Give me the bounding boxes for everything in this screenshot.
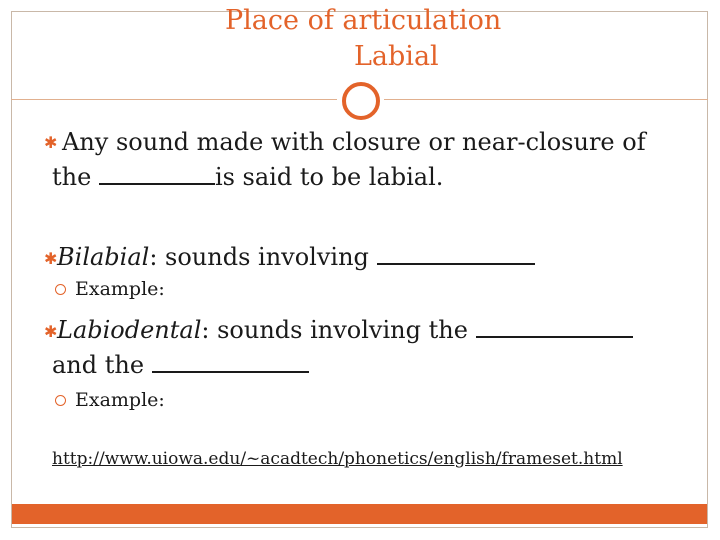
sub-bullet-icon bbox=[55, 395, 66, 406]
sub-bullet-icon bbox=[55, 284, 66, 295]
title-divider-right bbox=[384, 99, 708, 100]
bullet-1-line-1: Any sound made with closure or near-closure of bbox=[62, 128, 646, 156]
divider-circle-ornament bbox=[342, 82, 380, 120]
bullet-icon: ✱ bbox=[44, 249, 58, 268]
title-line-1: Place of articulation bbox=[225, 5, 502, 36]
term-labiodental: Labiodental bbox=[57, 316, 202, 344]
bullet-3-line-1 bbox=[57, 313, 633, 347]
bullet-2-text: : sounds involving bbox=[149, 243, 377, 271]
phonetics-link[interactable]: http://www.uiowa.edu/~acadtech/phonetics/english/frameset.html bbox=[52, 449, 623, 469]
term-bilabial: Bilabial bbox=[57, 243, 150, 271]
title-divider-left bbox=[11, 99, 337, 100]
bullet-1-text-pre: the bbox=[52, 163, 99, 191]
bullet-icon: ✱ bbox=[44, 322, 58, 341]
fill-in-blank bbox=[99, 161, 215, 185]
bullet-3-text: : sounds involving the bbox=[201, 316, 476, 344]
fill-in-blank bbox=[152, 349, 309, 373]
bullet-1-text-post: is said to be labial. bbox=[214, 163, 444, 191]
example-label: Example: bbox=[75, 389, 165, 411]
bullet-icon: ✱ bbox=[44, 133, 58, 152]
fill-in-blank bbox=[377, 241, 535, 265]
bullet-3-text-pre: and the bbox=[52, 351, 152, 379]
example-label: Example: bbox=[75, 278, 165, 300]
bullet-3-line-2 bbox=[52, 348, 309, 382]
bullet-2-line bbox=[57, 240, 535, 274]
footer-accent-bar bbox=[12, 504, 707, 524]
fill-in-blank bbox=[476, 314, 633, 338]
title-line-2: Labial bbox=[354, 41, 439, 72]
bullet-1-line-2 bbox=[52, 160, 443, 194]
